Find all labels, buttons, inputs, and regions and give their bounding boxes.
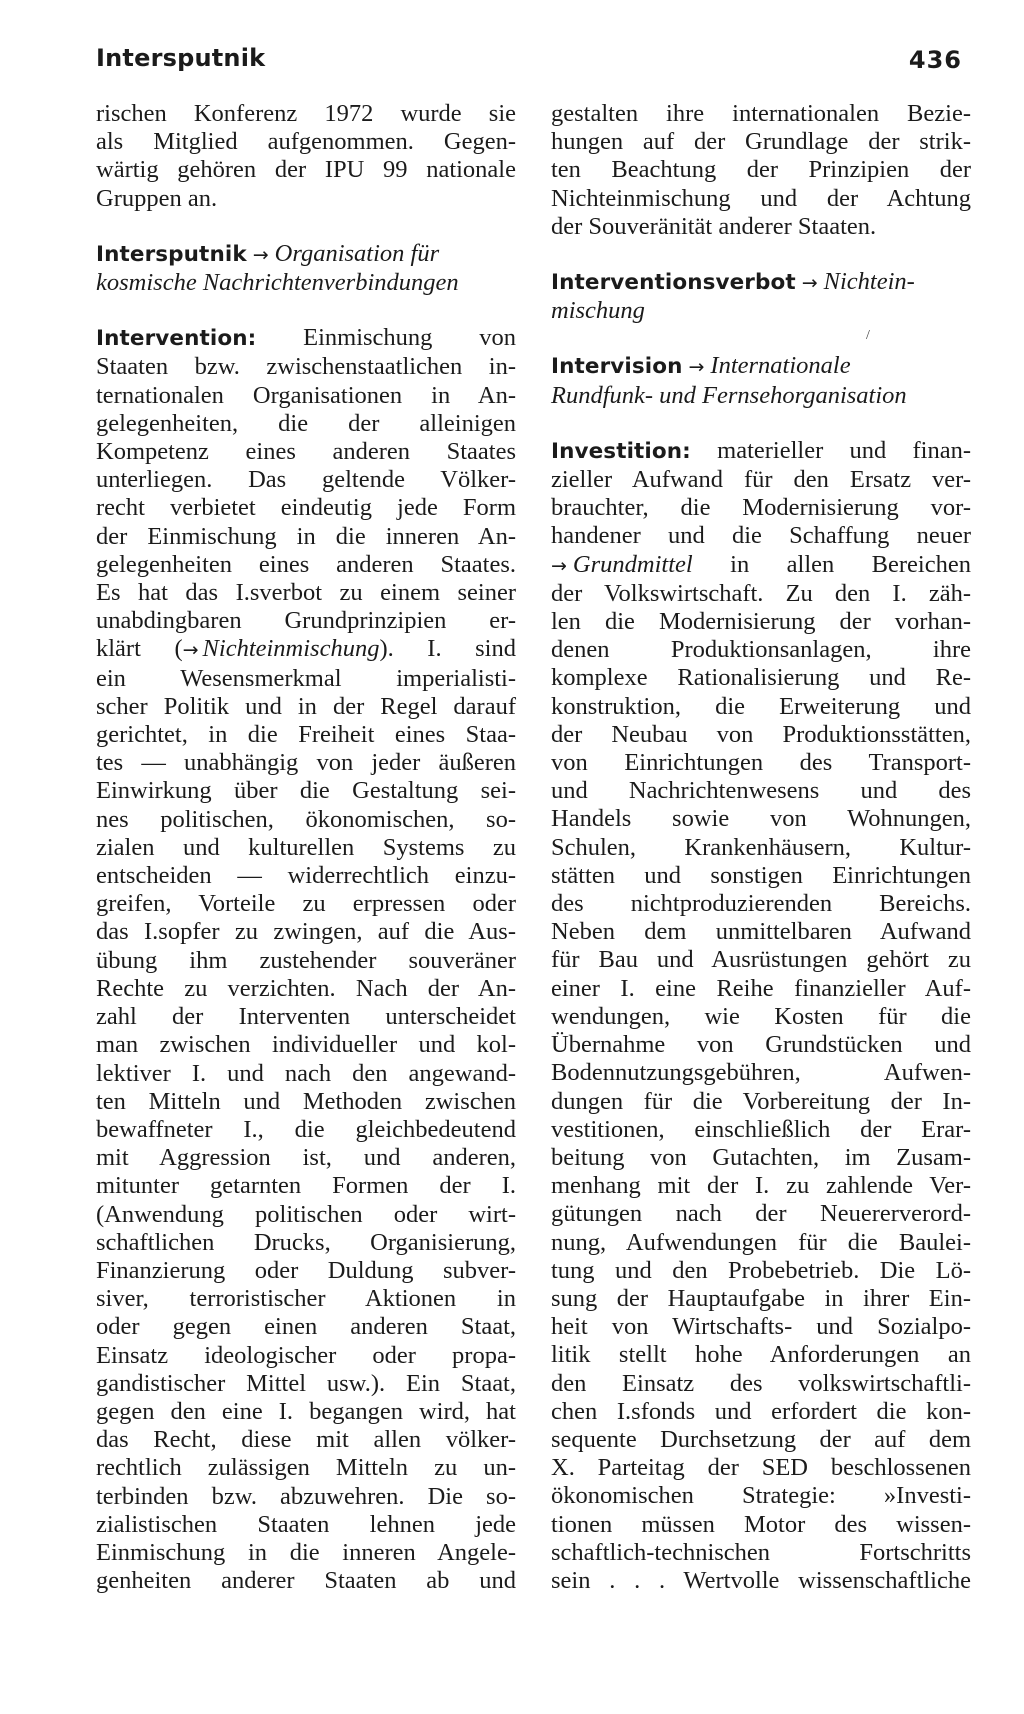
text-line: wärtig gehören der IPU 99 nationale	[96, 156, 516, 184]
text-line: Es hat das I.sverbot zu einem seiner	[96, 579, 516, 607]
cross-reference[interactable]: kosmische Nachrichtenverbindungen	[96, 269, 459, 297]
lemma: Intervision	[551, 354, 683, 380]
text-line: lektiver I. und nach den angewand-	[96, 1059, 516, 1087]
text-line: Handels sowie von Wohnungen,	[551, 805, 971, 833]
text-line: Gruppen an.	[96, 184, 218, 212]
text-line: sein . . . Wertvolle wissenschaftliche	[551, 1566, 971, 1594]
text-line: als Mitglied aufgenommen. Gegen-	[96, 128, 516, 156]
text-line: zieller Aufwand für den Ersatz ver-	[551, 466, 971, 494]
entry-body	[96, 353, 516, 635]
entry-head-line	[551, 268, 971, 297]
text-fragment: Einmischung von	[303, 324, 516, 352]
cross-reference-arrow: →	[182, 639, 199, 662]
cross-reference[interactable]: Internationale	[710, 352, 851, 380]
text-line: den Einsatz des volkswirtschaftli-	[551, 1369, 971, 1397]
text-line: chen I.sfonds und erfordert die kon-	[551, 1397, 971, 1425]
text-fragment: ). I. sind	[379, 635, 516, 663]
cross-reference[interactable]: Nichteinmischung	[202, 635, 380, 663]
text-line: bewaffneter I., die gleichbedeutend	[96, 1115, 516, 1143]
text-line: recht verbietet eindeutig jede Form	[96, 494, 516, 522]
text-line: von Einrichtungen des Transport-	[551, 749, 971, 777]
entry-intervision	[551, 352, 971, 409]
text-line: einer I. eine Reihe finanzieller Auf-	[551, 974, 971, 1002]
text-line: unabdingbaren Grundprinzipien er-	[96, 607, 516, 635]
entry-head-line	[551, 352, 971, 381]
cross-reference-arrow: →	[688, 356, 705, 379]
text-line: genheiten anderer Staaten ab und	[96, 1567, 516, 1595]
text-line: Einmischung in die inneren Angele-	[96, 1538, 516, 1566]
cross-reference[interactable]: mischung	[551, 297, 645, 325]
text-line: Schulen, Krankenhäusern, Kultur-	[551, 833, 971, 861]
text-fragment: materieller und finan-	[717, 436, 971, 464]
text-line: der Einmischung in die inneren An-	[96, 522, 516, 550]
text-line: gestalten ihre internationalen Bezie-	[551, 100, 971, 127]
text-line: ökonomischen Strategie: »Investi-	[551, 1482, 971, 1510]
text-line: Rechte zu verzichten. Nach der An-	[96, 974, 516, 1002]
lemma: Interventionsverbot	[551, 270, 796, 296]
text-line: tung und den Probebetrieb. Die Lö-	[551, 1256, 971, 1284]
text-line: stätten und sonstigen Einrichtungen	[551, 861, 971, 889]
text-line: gegen den eine I. begangen wird, hat	[96, 1397, 516, 1425]
text-line: heit von Wirtschafts- und Sozialpo-	[551, 1313, 971, 1341]
left-column	[96, 100, 516, 1622]
continuation-paragraph	[96, 100, 516, 213]
text-line: litik stellt hohe Anforderungen an	[551, 1341, 971, 1369]
cross-reference-arrow: →	[801, 272, 818, 295]
text-line: tes — unabhängig von jeder äußeren	[96, 749, 516, 777]
text-line: mitunter getarnten Formen der I.	[96, 1172, 516, 1200]
text-line: siver, terroristischer Aktionen in	[96, 1285, 516, 1313]
text-line: Bodennutzungsgebühren, Aufwen-	[551, 1059, 971, 1087]
text-line: übung ihm zustehender souveräner	[96, 946, 516, 974]
entry-body	[551, 466, 971, 551]
text-line: komplexe Rationalisierung und Re-	[551, 664, 971, 692]
entry-intervention	[96, 324, 516, 1595]
text-line: nung, Aufwendungen für die Baulei-	[551, 1228, 971, 1256]
text-line: gerichtet, in die Freiheit eines Staa-	[96, 721, 516, 749]
text-line: X. Parteitag der SED beschlossenen	[551, 1454, 971, 1482]
text-line: der Neubau von Produktionsstätten,	[551, 720, 971, 748]
text-line: gelegenheiten, die der alleinigen	[96, 409, 516, 437]
entry-interventionsverbot	[551, 268, 971, 325]
text-line	[551, 551, 971, 580]
text-line: brauchter, die Modernisierung vor-	[551, 494, 971, 522]
text-line: Einsatz ideologischer oder propa-	[96, 1341, 516, 1369]
text-line: gelegenheiten eines anderen Staates.	[96, 550, 516, 578]
entry-body	[551, 580, 971, 1595]
text-line: der Souveränität anderer Staaten.	[551, 212, 877, 240]
text-line: beitung von Gutachten, im Zusam-	[551, 1143, 971, 1171]
text-line: der Volkswirtschaft. Zu den I. zäh-	[551, 579, 971, 607]
text-line: zialen und kulturellen Systems zu	[96, 833, 516, 861]
running-head-title: Intersputnik	[96, 44, 266, 72]
page-number: 436	[908, 46, 962, 74]
cross-reference[interactable]: Rundfunk- und Fernsehorganisation	[551, 381, 907, 409]
text-line: vestitionen, einschließlich der Erar-	[551, 1115, 971, 1143]
text-line: greifen, Vorteile zu erpressen oder	[96, 890, 516, 918]
text-line: handener und die Schaffung neuer	[551, 522, 971, 550]
text-fragment: klärt (	[96, 635, 183, 663]
text-line: gandistischer Mittel usw.). Ein Staat,	[96, 1369, 516, 1397]
cross-reference-arrow: →	[551, 554, 567, 577]
text-line: menhang mit der I. zu zahlende Ver-	[551, 1172, 971, 1200]
text-line: hungen auf der Grundlage der strik-	[551, 128, 971, 156]
text-line: sequente Durchsetzung der auf dem	[551, 1425, 971, 1453]
text-line: wendungen, wie Kosten für die	[551, 1002, 971, 1030]
text-line: rechtlich zulässigen Mitteln zu un-	[96, 1454, 516, 1482]
text-line: tionen müssen Motor des wissen-	[551, 1510, 971, 1538]
entry-intersputnik	[96, 240, 516, 297]
text-line: das Recht, diese mit allen völker-	[96, 1426, 516, 1454]
text-line: oder gegen einen anderen Staat,	[96, 1313, 516, 1341]
text-line: konstruktion, die Erweiterung und	[551, 692, 971, 720]
text-line: für Bau und Ausrüstungen gehört zu	[551, 946, 971, 974]
text-line: ternationalen Organisationen in An-	[96, 381, 516, 409]
text-line: man zwischen individueller und kol-	[96, 1031, 516, 1059]
text-line: ein Wesensmerkmal imperialisti-	[96, 664, 516, 692]
text-line: schaftlich-technischen Fortschritts	[551, 1538, 971, 1566]
right-column	[551, 100, 971, 1622]
stray-mark: /	[866, 328, 870, 343]
entry-investition	[551, 437, 971, 1595]
text-line: rischen Konferenz 1972 wurde sie	[96, 100, 516, 127]
text-fragment: in allen Bereichen	[730, 550, 971, 578]
text-line: scher Politik und in der Regel darauf	[96, 692, 516, 720]
cross-reference[interactable]: Nichtein-	[823, 268, 915, 296]
text-line: Neben dem unmittelbaren Aufwand	[551, 918, 971, 946]
cross-reference-arrow: →	[252, 243, 269, 266]
text-line: sung der Hauptaufgabe in ihrer Ein-	[551, 1284, 971, 1312]
text-line: mit Aggression ist, und anderen,	[96, 1144, 516, 1172]
text-line: zahl der Interventen unterscheidet	[96, 1003, 516, 1031]
text-line: des nichtproduzierenden Bereichs.	[551, 890, 971, 918]
text-line: und Nachrichtenwesens und des	[551, 777, 971, 805]
text-line: dungen für die Vorbereitung der In-	[551, 1087, 971, 1115]
cross-reference[interactable]: Grundmittel	[572, 550, 693, 578]
entry-head-line	[96, 240, 516, 269]
cross-reference[interactable]: Organisation für	[274, 239, 440, 267]
text-line: zialistischen Staaten lehnen jede	[96, 1510, 516, 1538]
lemma: Intersputnik	[96, 241, 247, 267]
text-line: Staaten bzw. zwischenstaatlichen in-	[96, 353, 516, 381]
text-line: entscheiden — widerrechtlich einzu-	[96, 862, 516, 890]
text-line: Kompetenz eines anderen Staates	[96, 438, 516, 466]
lemma: Investition:	[551, 438, 691, 464]
text-line: das I.sopfer zu zwingen, auf die Aus-	[96, 918, 516, 946]
text-line: len die Modernisierung der vorhan-	[551, 608, 971, 636]
text-line: Finanzierung oder Duldung subver-	[96, 1256, 516, 1284]
text-line: unterliegen. Das geltende Völker-	[96, 466, 516, 494]
text-line: Einwirkung über die Gestaltung sei-	[96, 777, 516, 805]
continuation-paragraph	[551, 100, 971, 241]
text-line: (Anwendung politischen oder wirt-	[96, 1200, 516, 1228]
entry-body	[96, 665, 516, 1596]
text-line: nes politischen, ökonomischen, so-	[96, 805, 516, 833]
text-line: terbinden bzw. abzuwehren. Die so-	[96, 1482, 516, 1510]
text-line: Übernahme von Grundstücken und	[551, 1031, 971, 1059]
text-line: denen Produktionsanlagen, ihre	[551, 636, 971, 664]
text-line: ten Mitteln und Methoden zwischen	[96, 1087, 516, 1115]
entry-head-line	[551, 437, 971, 466]
text-line: schaftlichen Drucks, Organisierung,	[96, 1228, 516, 1256]
text-line: ten Beachtung der Prinzipien der	[551, 156, 971, 184]
text-line	[96, 635, 516, 664]
entry-head-line	[96, 324, 516, 353]
text-line: Nichteinmischung und der Achtung	[551, 184, 971, 212]
text-line: gütungen nach der Neuererverord-	[551, 1200, 971, 1228]
lemma: Intervention:	[96, 326, 257, 352]
